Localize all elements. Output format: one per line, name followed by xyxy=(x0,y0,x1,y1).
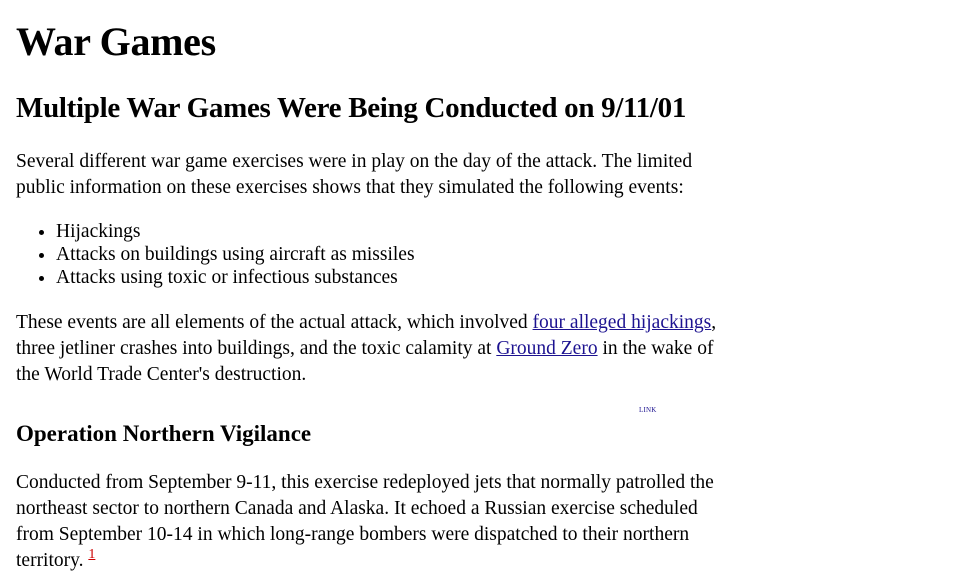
footnote-link[interactable]: 1 xyxy=(88,547,96,562)
intro-paragraph: Several different war game exercises were in play on the day of the attack. The limited public information on these exercises shows that they simulated the following events: xyxy=(16,151,693,198)
section-heading: Operation Northern Vigilance xyxy=(16,421,312,446)
page-title: War Games xyxy=(16,19,216,64)
list-item: • Hijackings xyxy=(56,220,415,243)
paragraph-text: in the wake of the World Trade Center's destruction. xyxy=(16,338,714,385)
events-list xyxy=(16,220,415,289)
events-paragraph xyxy=(16,310,736,388)
paragraph-text: These events are all elements of the actual attack, which involved xyxy=(16,312,533,333)
paragraph-text: Conducted from September 9-11, this exercise redeployed jets that normally patrolled the northeast sector to northern Canada and Alaska. It echoed a Russian exercise scheduled from September 10-14 in which long-range bombers were dispatched to their northern territory. xyxy=(16,472,714,571)
list-item: • Attacks using toxic or infectious substances xyxy=(56,266,415,289)
paragraph-text: , three jetliner crashes into buildings, and the toxic calamity at xyxy=(16,312,717,359)
footnote-marker xyxy=(88,547,95,562)
ground-zero-link[interactable]: Ground Zero xyxy=(496,338,598,359)
list-item: • Attacks on buildings using aircraft as missiles xyxy=(56,243,415,266)
four-alleged-hijackings-link[interactable]: four alleged hijackings xyxy=(532,312,712,333)
section-paragraph xyxy=(16,470,736,574)
page-subtitle: Multiple War Games Were Being Conducted on 9/11/01 xyxy=(16,92,687,124)
section-anchor-link[interactable]: LINK xyxy=(639,406,657,414)
